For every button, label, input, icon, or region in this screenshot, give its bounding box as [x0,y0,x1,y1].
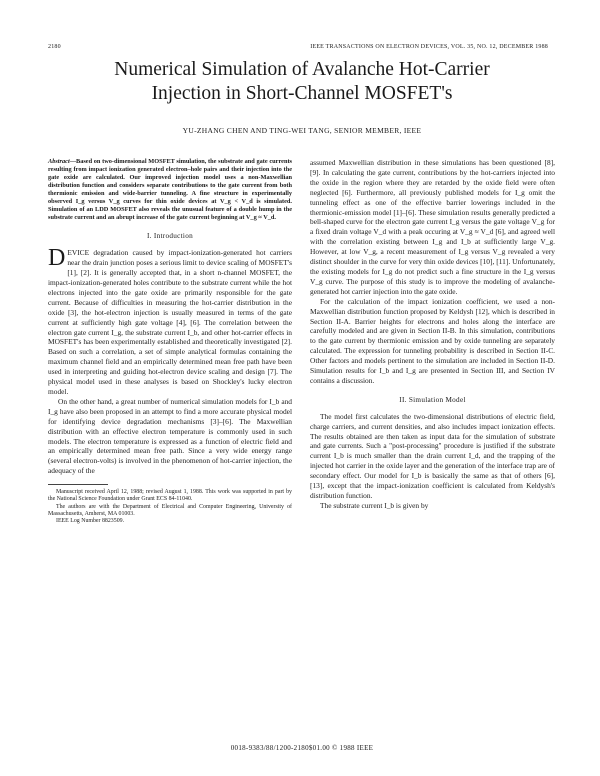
footnote-rule [48,484,108,485]
right-column [310,158,555,511]
journal-header: IEEE TRANSACTIONS ON ELECTRON DEVICES, VOL. 35, NO. 12, DECEMBER 1988 [310,44,548,50]
paper-title [48,58,556,106]
footnote-log-number: IEEE Log Number 8823509. [56,518,125,525]
footnote-manuscript: Manuscript received April 12, 1988; revised August 1, 1988. This work was supported in part by the National Science Foundation under Grant ECS 84-11040. [48,489,292,503]
abstract [48,158,292,222]
intro-paragraph-1 [48,245,292,397]
right-paragraph-2: For the calculation of the impact ionization coefficient, we used a non-Maxwellian distribution function proposed by Keldysh [12], which is described in Section II-A. Barrier heights for electrons and holes along the interface are carefully modeled and are given in Section II-B. In this simulation, contributions to the gate current by thermionic emission and by oxide tunneling are separately calculated. The expression for tunneling probability is described in Section II-C. Other factors and models pertinent to the simulation are included in Section II-D. Simulation results for I_b and I_g are presented in Section III, and Section IV contains a discussion. [310,296,555,385]
copyright-line: 0018-9383/88/1200-2180$01.00 © 1988 IEEE [230,744,374,752]
abstract-text: —Based on two-dimensional MOSFET simulation, the substrate and gate currents resulting from impact ionization generated electron–hole pairs and their injection into the gate oxide are calculated. Our improved injection model uses a non-Maxwellian distribution function and considers separate contributions to the gate current from both thermionic emission and wide-barrier tunneling. A fine structure in experimentally observed I_g versus V_g curves for thin oxide devices at V_g < V_d is simulated. Simulation of an LDD MOSFET also reveals the unusual feature of a double hump in the substrate current and an abrupt increase of the gate current beginning at V_g ≈ V_d. [48,158,292,222]
author-line: YU-ZHANG CHEN AND TING-WEI TANG, SENIOR MEMBER, IEEE [182,126,422,135]
section-heading-simulation-model: II. Simulation Model [399,395,466,404]
page-number: 2180 [48,44,61,50]
model-paragraph-1: The model first calculates the two-dimensional distributions of electric field, charge carriers, and current densities, and also includes impact ionization effects. The results obtained are then taken as input data for the simulation of substrate and gate currents. Such a "post-processing" procedure is justified if the substrate current I_b is much smaller than the drain current I_d, and the trapping of the injected hot carrier in the oxide layer and the generation of the interface trap are of secondary effect. Our model for I_b is basically the same as that of others [6], [13], except that the impact-ionization coefficient is calculated from Keldysh's distribution function. [310,411,555,500]
drop-cap: D [48,245,66,272]
left-column [48,158,292,526]
intro-paragraph-1-text: EVICE degradation caused by impact-ionization-generated hot carriers near the drain junction poses a serious limit to device scaling of MOSFET's [1], [2]. It is generally accepted that, in a short n-channel MOSFET, the impact-ionization-generated holes contribute to the substrate current while the hot electrons injected into the gate oxide are primarily responsible for the gate current. Because of difficulties in measuring the hot-carrier distribution in the oxide [3], the hot-electron injection is usually measured in terms of the gate current at sufficiently high gate voltage [4], [6]. The correlation between the electron gate current I_g, the substrate current I_b, and other hot-carrier effects in MOSFET's has been experimentally established and theoretically investigated [2]. Based on such a correlation, a set of simple analytical formulas containing the maximum channel field and an empirically determined mean free path have been used in interpreting and guiding hot-electron device scaling and design [7]. The physical model used in these analyses is based on Shockley's lucky electron model. [48,248,292,396]
model-paragraph-2: The substrate current I_b is given by [320,500,429,510]
title-line-2: Injection in Short-Channel MOSFET's [151,83,453,104]
title-line-1: Numerical Simulation of Avalanche Hot-Carrier [114,59,490,80]
right-paragraph-1: assumed Maxwellian distribution in these simulations has been questioned [8], [9]. In calculating the gate current, contributions by the hot-carriers injected into the oxide in the region where they are retarded by the oxide field were often neglected [6]. Furthermore, all previously published models for I_g omit the tunneling effect as one of the effective barrier lowerings included in the thermionic-emission model [1]–[6]. These simulation results generally predicted a bell-shaped curve for the electron gate current I_g versus the gate voltage V_g for a fixed drain voltage V_d with a peak occuring at V_g ≈ V_d [6], and agreed well with the correlation existing between I_g and I_b at sufficiently large V_g. However, at low V_g, a recent measurement of I_g versus V_g revealed a very distinct shoulder in the curve for very thin oxide devices [10], [11]. Unfortunately, the existing models for I_g do not predict such a fine structure in the I_g versus V_g curve. The purpose of this study is to improve the modeling of avalanche-generated hot carrier injection into the gate oxide. [310,158,555,296]
abstract-label: Abstract [48,158,70,165]
section-heading-introduction: I. Introduction [146,232,194,241]
footnote-affiliation: The authors are with the Department of Electrical and Computer Engineering, University of Massachusetts, Amherst, MA 01003. [48,503,292,518]
intro-paragraph-2: On the other hand, a great number of numerical simulation models for I_b and I_g have also been proposed in an attempt to find a more accurate physical model for identifying device degradation mechanisms [3]–[6]. The Maxwellian distribution with an effective electron temperature is commonly used in such models. The electron temperature is expressed as a function of electric field and an empirically determined mean free path. Since a very wide energy range (several electron-volts) is involved in the phenomenon of hot-carrier injection, the adequacy of the [48,396,292,476]
